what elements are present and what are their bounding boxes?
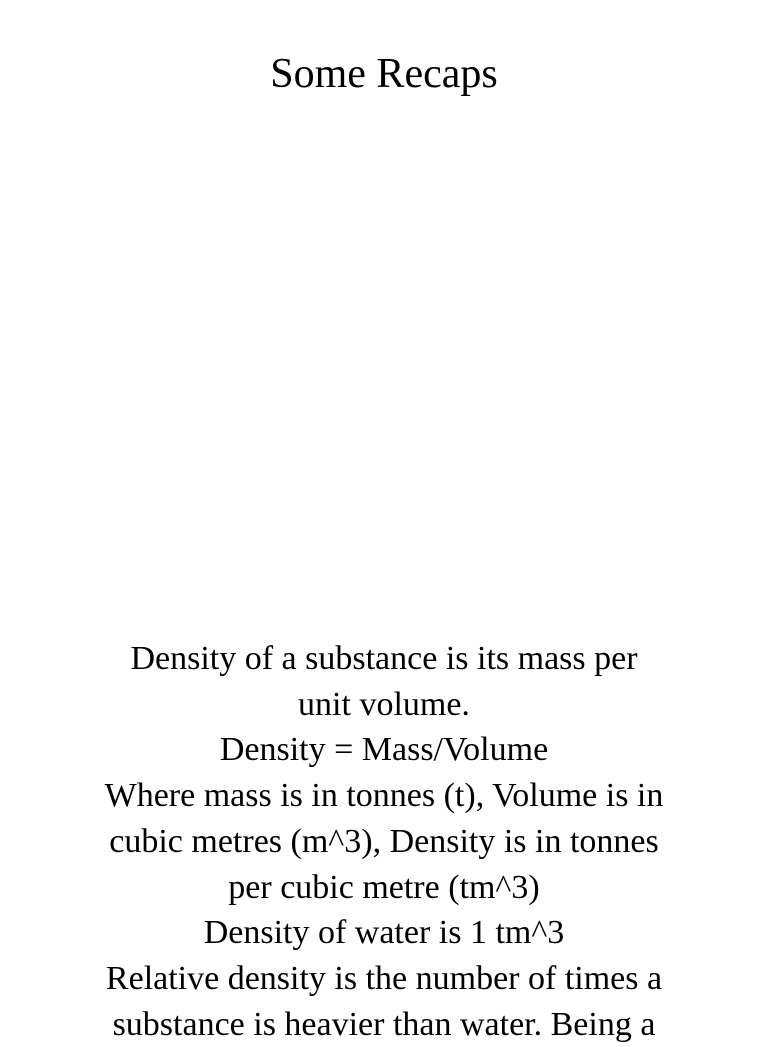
body-line: substance is heavier than water. Being a: [112, 1005, 656, 1043]
body-line: unit volume.: [298, 685, 470, 723]
body-line: Density of water is 1 tm^3: [203, 914, 565, 952]
body-line: cubic metres (m^3), Density is in tonnes: [109, 822, 659, 860]
slide-body-text: [40, 636, 728, 1047]
body-line: Where mass is in tonnes (t), Volume is in: [104, 777, 664, 815]
body-line: Relative density is the number of times a: [105, 959, 663, 997]
body-line: Density = Mass/Volume: [219, 731, 549, 769]
slide-title: Some Recaps: [270, 51, 498, 97]
body-line: Density of a substance is its mass per: [130, 640, 638, 677]
body-line: per cubic metre (tm^3): [228, 868, 540, 906]
